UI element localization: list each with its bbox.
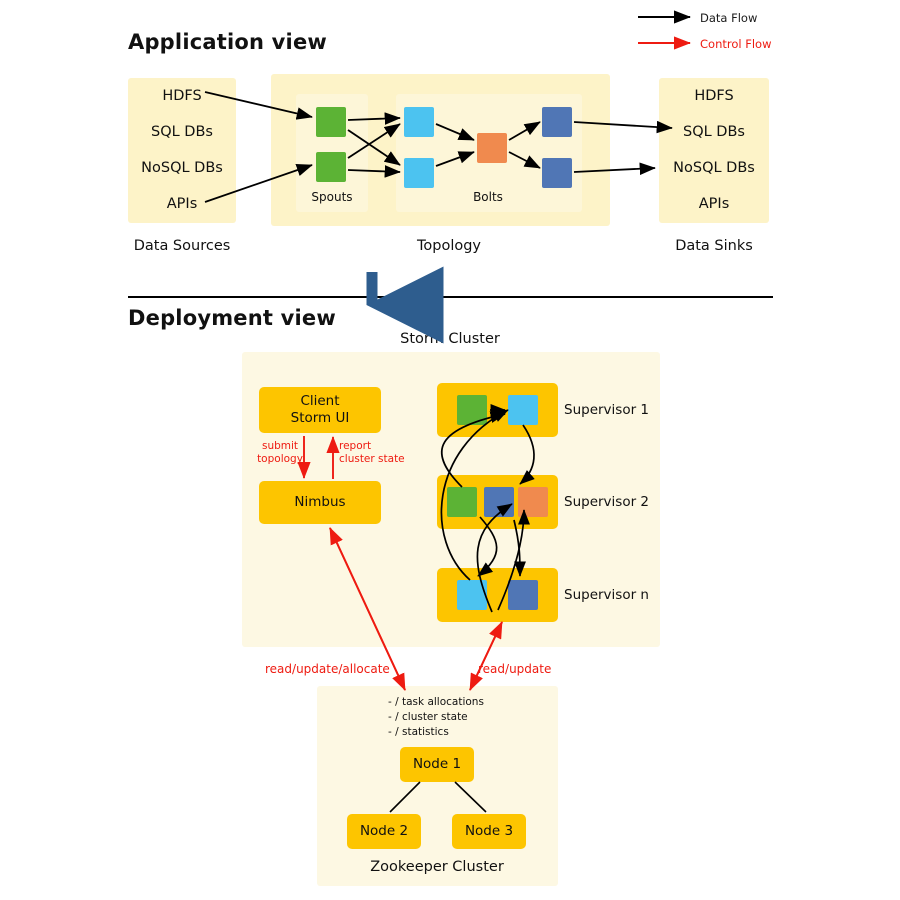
submit-topology-label xyxy=(254,440,306,465)
deployment-view-title: Deployment view xyxy=(128,306,336,330)
supervisor-1-group[interactable] xyxy=(437,383,558,437)
zookeeper-paths xyxy=(388,695,484,741)
supervisor-2-worker-orange xyxy=(518,487,548,517)
topology-caption: Topology xyxy=(416,238,482,254)
bolt-node-blue-1 xyxy=(542,107,572,137)
client-storm-ui-box[interactable] xyxy=(259,387,381,433)
data-source-item-sql: SQL DBs xyxy=(151,124,213,140)
zookeeper-node-1-label: Node 1 xyxy=(412,756,462,773)
supervisor-2-label: Supervisor 2 xyxy=(564,494,650,510)
section-divider xyxy=(128,296,773,298)
zookeeper-node-1[interactable] xyxy=(400,747,474,782)
supervisor-n-worker-cyan xyxy=(457,580,487,610)
supervisor-1-worker-green xyxy=(457,395,487,425)
zookeeper-node-2[interactable] xyxy=(347,814,421,849)
data-sink-item-hdfs: HDFS xyxy=(694,88,734,104)
zookeeper-caption: Zookeeper Cluster xyxy=(370,859,504,875)
nimbus-label: Nimbus xyxy=(294,494,346,511)
report-line1: report xyxy=(339,440,372,452)
submit-topology-line1: submit xyxy=(261,440,299,452)
supervisor-n-worker-blue xyxy=(508,580,538,610)
data-source-item-apis: APIs xyxy=(166,196,198,212)
data-sources-caption: Data Sources xyxy=(133,238,231,254)
report-line2: cluster state xyxy=(339,452,405,465)
zookeeper-node-3[interactable] xyxy=(452,814,526,849)
zookeeper-node-2-label: Node 2 xyxy=(359,823,409,840)
bolt-node-blue-2 xyxy=(542,158,572,188)
nimbus-box[interactable] xyxy=(259,481,381,524)
legend-data-flow-label: Data Flow xyxy=(700,11,758,25)
zookeeper-path-2: - / statistics xyxy=(388,726,449,739)
bolt-node-orange xyxy=(477,133,507,163)
supervisor-n-group[interactable] xyxy=(437,568,558,622)
supervisor-1-worker-cyan xyxy=(508,395,538,425)
application-view-title: Application view xyxy=(128,30,327,54)
data-source-item-nosql: NoSQL DBs xyxy=(141,160,223,176)
zookeeper-node-3-label: Node 3 xyxy=(464,823,514,840)
data-source-item-hdfs: HDFS xyxy=(162,88,202,104)
spout-node-1 xyxy=(316,107,346,137)
supervisor-2-worker-green xyxy=(447,487,477,517)
read-update-label: read/update xyxy=(478,662,552,676)
read-update-allocate-label: read/update/allocate xyxy=(265,662,390,676)
data-sinks-caption: Data Sinks xyxy=(675,238,753,254)
client-label: Client xyxy=(300,393,340,410)
spouts-label: Spouts xyxy=(311,190,353,204)
zookeeper-path-1: - / cluster state xyxy=(388,711,468,724)
supervisor-1-label: Supervisor 1 xyxy=(564,402,650,418)
submit-topology-line2: topology xyxy=(257,452,303,465)
report-cluster-state-label xyxy=(339,440,411,465)
bolt-node-cyan-1 xyxy=(404,107,434,137)
data-sink-item-apis: APIs xyxy=(698,196,730,212)
bolts-label: Bolts xyxy=(473,190,503,204)
zookeeper-path-0: - / task allocations xyxy=(388,696,484,708)
data-sink-item-sql: SQL DBs xyxy=(683,124,745,140)
storm-ui-label: Storm UI xyxy=(290,410,350,426)
bolt-node-cyan-2 xyxy=(404,158,434,188)
spout-node-2 xyxy=(316,152,346,182)
legend-control-flow-label: Control Flow xyxy=(700,37,772,51)
data-sink-item-nosql: NoSQL DBs xyxy=(673,160,755,176)
storm-cluster-caption: Storm Cluster xyxy=(400,331,500,347)
supervisor-n-label: Supervisor n xyxy=(564,587,649,603)
supervisor-2-worker-blue xyxy=(484,487,514,517)
